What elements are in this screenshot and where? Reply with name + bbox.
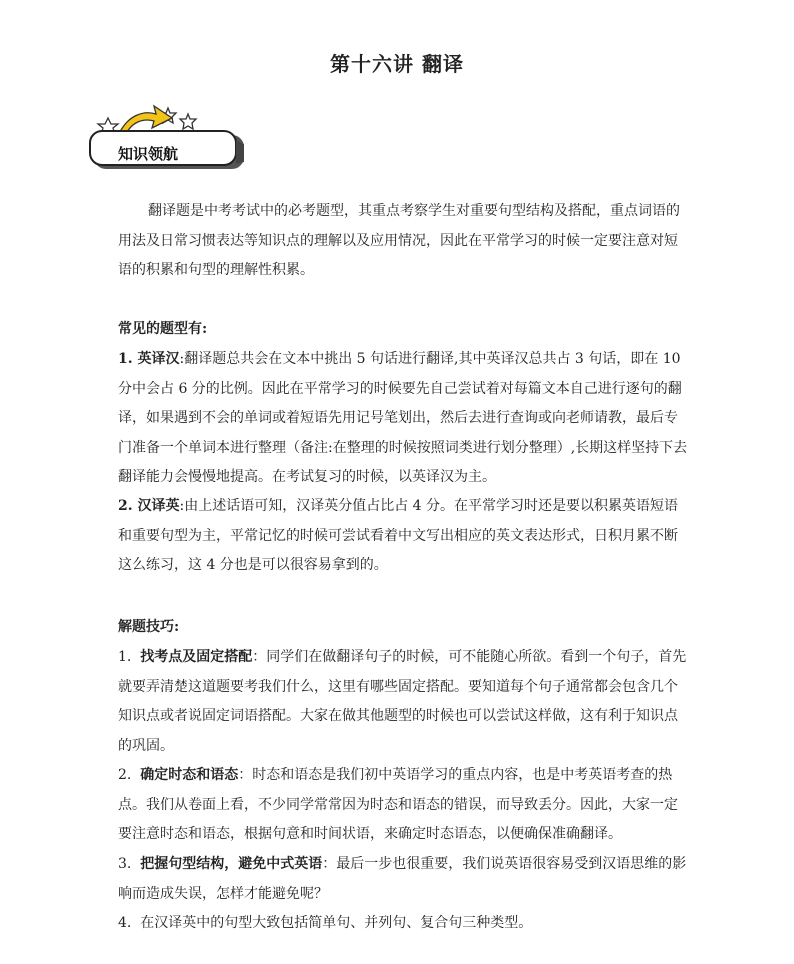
tip-item-3 bbox=[118, 850, 688, 909]
types-heading: 常见的题型有: bbox=[118, 321, 208, 337]
banner-label: 知识领航 bbox=[118, 145, 179, 163]
type-text: :由上述话语可知，汉译英分值占比占 4 分。在平常学习时还是要以积累英语短语和重要句型为主，平常记忆的时候可尝试看着中文写出相应的英文表达形式，日积月累不断这么练习，这 4 分也是可以很容易拿到的。 bbox=[118, 498, 679, 573]
tip-text: ：时态和语态是我们初中英语学习的重点内容，也是中考英语考查的热点。我们从卷面上看，不少同学常常因为时态和语态的错误，而导致丢分。因此，大家一定要注意时态和语态，根据句意和时间状语，来确定时态语态，以便确保准确翻译。 bbox=[118, 767, 678, 842]
tip-label: 确定时态和语态 bbox=[140, 767, 239, 783]
tip-number: 4. bbox=[118, 915, 132, 931]
tip-item-2 bbox=[118, 761, 688, 850]
tip-text: 在汉译英中的句型大致包括简单句、并列句、复合句三种类型。 bbox=[140, 915, 533, 931]
type-label: 2. 汉译英 bbox=[118, 498, 180, 514]
tip-item-4 bbox=[118, 909, 688, 939]
banner-graphic bbox=[88, 100, 248, 178]
intro-paragraph: 翻译题是中考考试中的必考题型，其重点考察学生对重要句型结构及搭配，重点词语的用法及日常习惯表达等知识点的理解以及应用情况，因此在平常学习的时候一定要注意对短语的积累和句型的理解性积累。 bbox=[118, 203, 680, 278]
type-item-2 bbox=[118, 492, 688, 581]
tips-heading: 解题技巧: bbox=[118, 619, 180, 635]
type-label: 1. 英译汉 bbox=[118, 351, 180, 367]
tip-number: 2. bbox=[118, 767, 132, 783]
tip-label: 找考点及固定搭配 bbox=[140, 649, 253, 665]
tip-text: ：同学们在做翻译句子的时候，可不能随心所欲。看到一个句子，首先就要弄清楚这道题要考我们什么，这里有哪些固定搭配。要知道每个句子通常都会包含几个知识点或者说固定词语搭配。大家在做其他题型的时候也可以尝试这样做，这有利于知识点的巩固。 bbox=[118, 649, 687, 754]
page-title: 第十六讲 翻译 bbox=[330, 52, 464, 76]
star-icon bbox=[180, 114, 196, 129]
type-item-1 bbox=[118, 345, 688, 493]
arrow-icon bbox=[120, 106, 172, 134]
tip-number: 3. bbox=[118, 856, 132, 872]
tip-label: 把握句型结构，避免中式英语 bbox=[140, 856, 323, 872]
tip-text: ：最后一步也很重要，我们说英语很容易受到汉语思维的影响而造成失误，怎样才能避免呢？ bbox=[118, 856, 687, 902]
type-text: :翻译题总共会在文本中挑出 5 句话进行翻译,其中英译汉总共占 3 句话，即在 10 分中会占 6 分的比例。因此在平常学习的时候要先自己尝试着对每篇文本自己进行逐句的翻译，如果遇到不会的单词或着短语先用记号笔划出，然后去进行查询或向老师请教，最后专门准备一个单词本进行整理（备注:在整理的时候按照词类进行划分整理）,长期这样坚持下去翻译能力会慢慢地提高。在考试复习的时候，以英译汉为主。 bbox=[118, 351, 688, 485]
tip-number: 1. bbox=[118, 649, 132, 665]
tip-item-1 bbox=[118, 643, 688, 761]
